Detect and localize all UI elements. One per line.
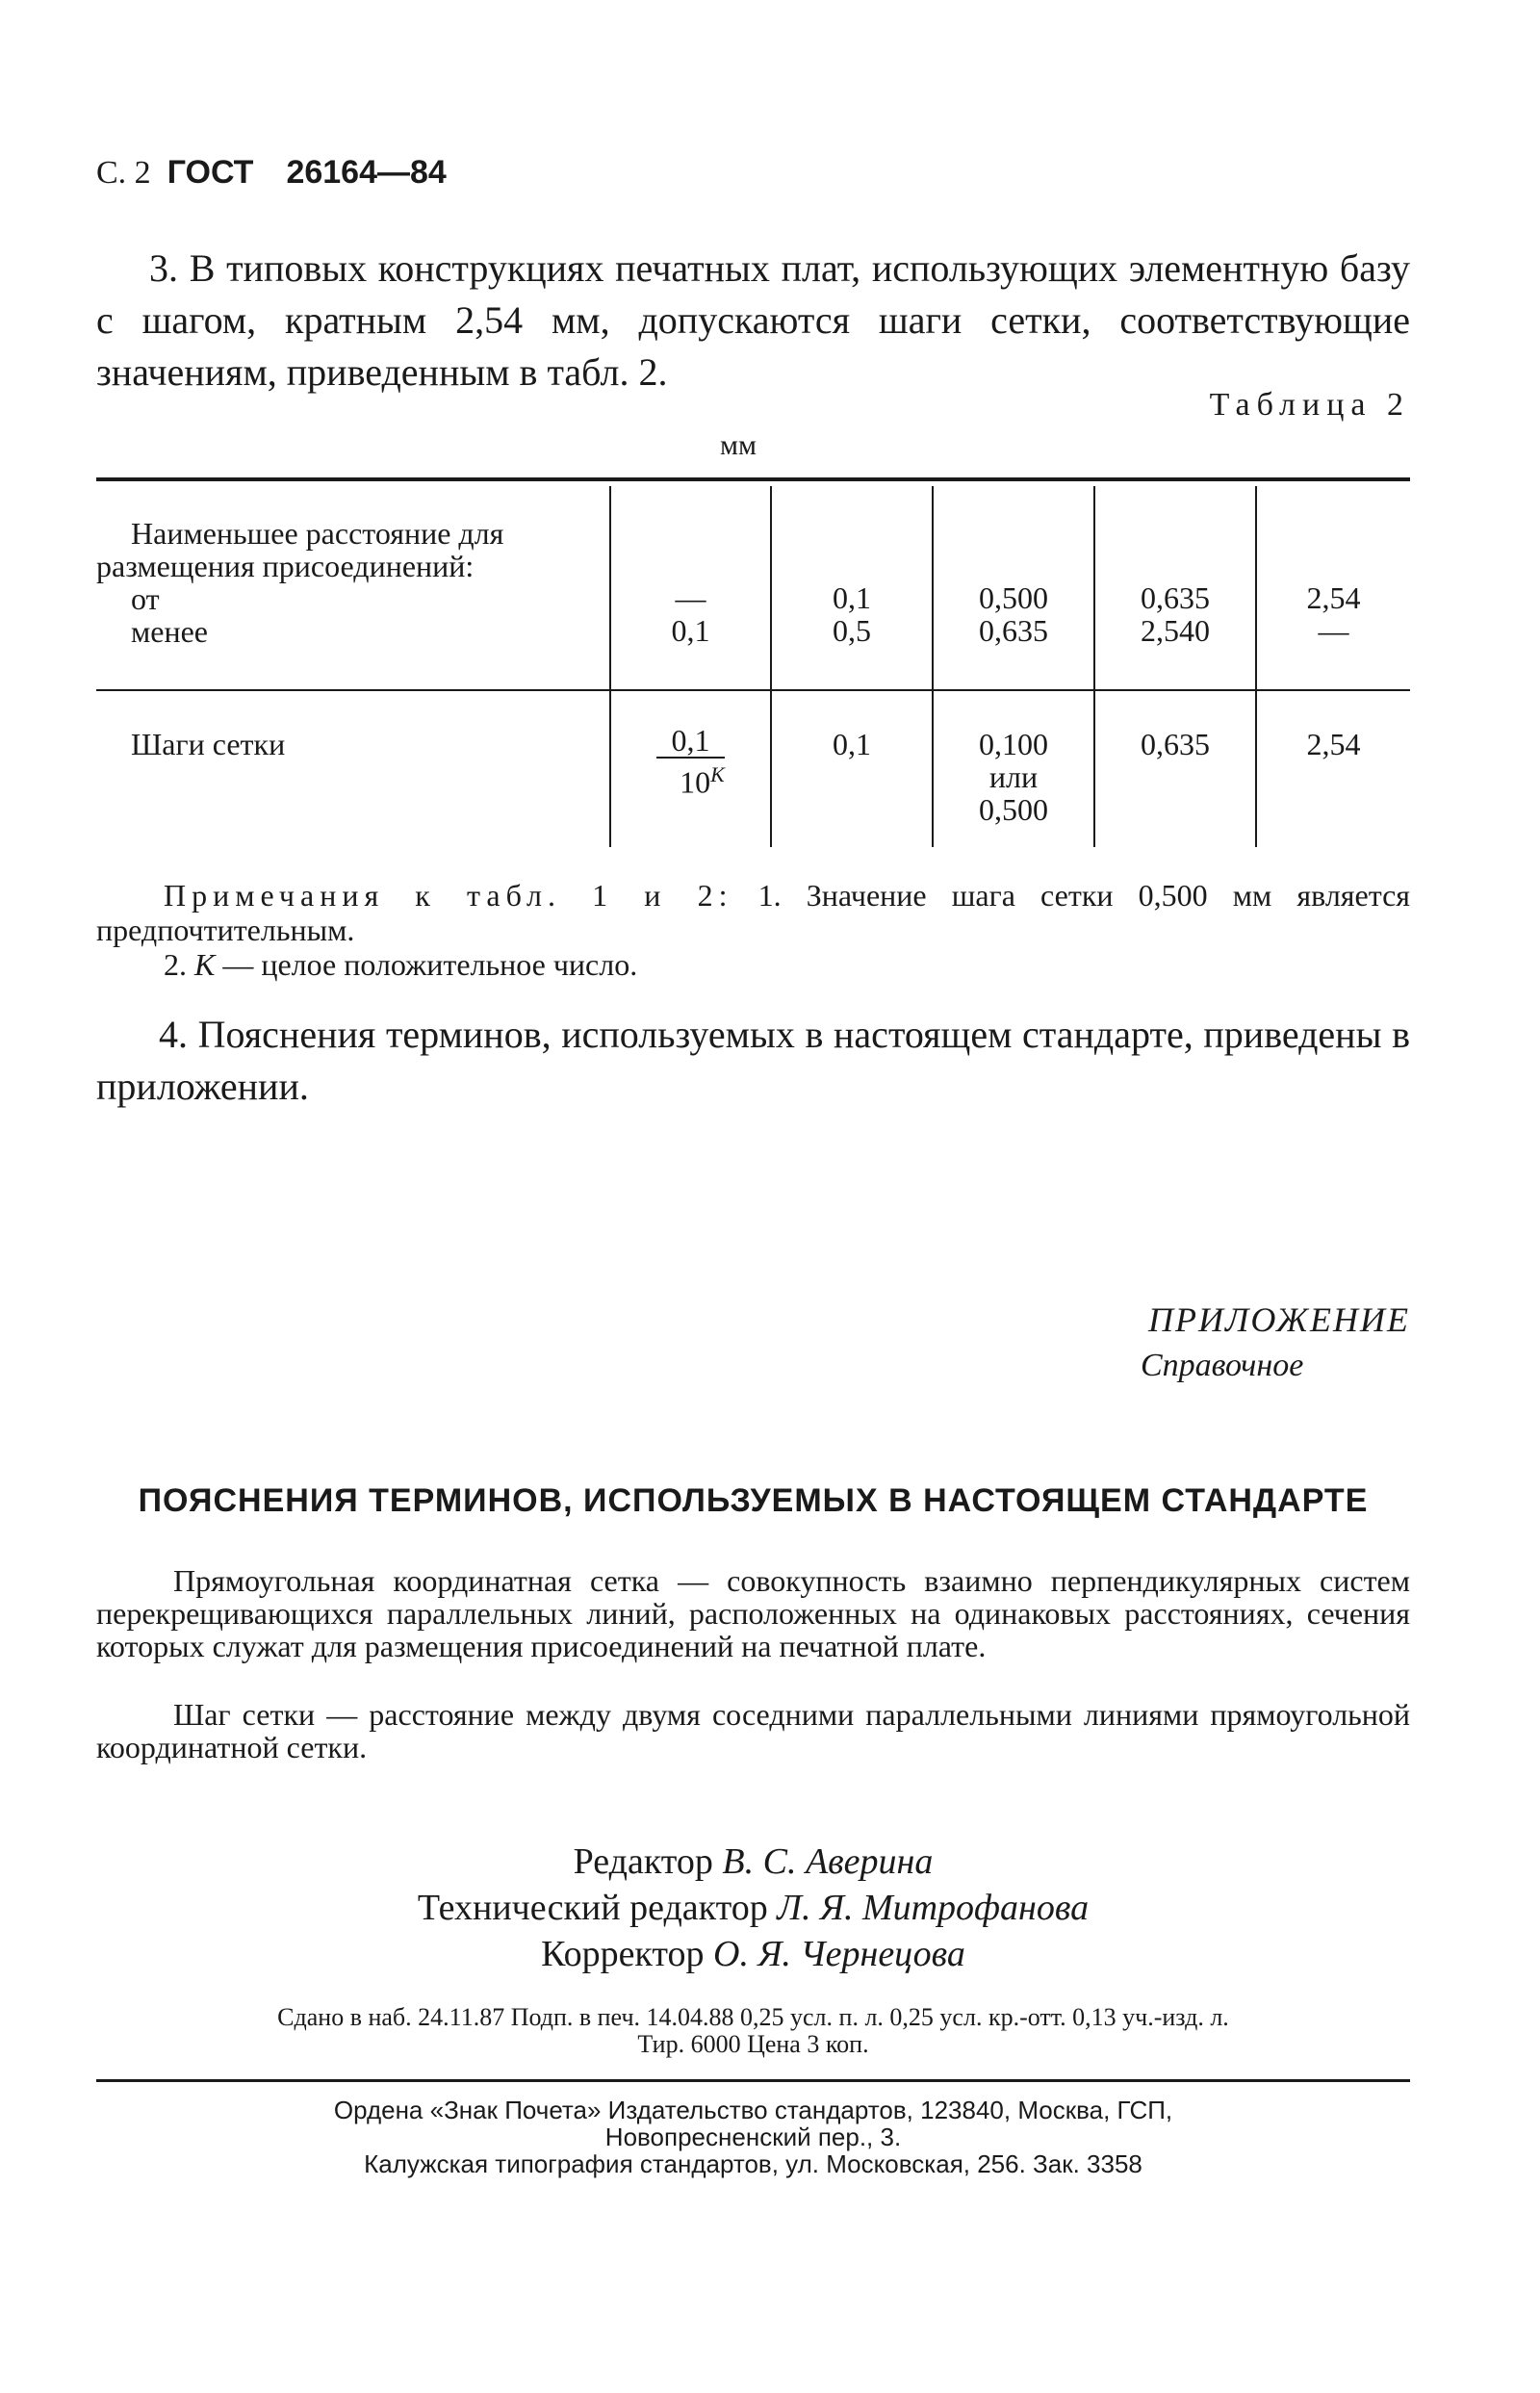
- row1-label-to: менее: [131, 614, 208, 649]
- fraction-exponent: K: [710, 762, 725, 786]
- credits-block: [96, 1839, 1410, 1977]
- footer-line: Ордена «Знак Почета» Издательство стандартов, 123840, Москва, ГСП,: [333, 2096, 1173, 2124]
- note-2-k: K: [194, 947, 216, 982]
- row2-col3: [934, 728, 1093, 826]
- row1-col3: [934, 581, 1093, 647]
- row1-col5: [1257, 581, 1410, 647]
- table-col-line: [770, 486, 772, 847]
- row1-col2: [772, 581, 932, 647]
- page-number: С. 2: [96, 155, 151, 191]
- credit-role: Редактор: [573, 1841, 713, 1882]
- fraction-base: 10: [680, 764, 711, 800]
- cell-to: 2,540: [1141, 613, 1210, 648]
- row2-col4: 0,635: [1141, 727, 1210, 761]
- credit-name: Л. Я. Митрофанова: [777, 1888, 1090, 1928]
- gost-number: 26164—84: [286, 154, 447, 191]
- cell-line: 0,500: [979, 792, 1048, 827]
- section-3-paragraph: 3. В типовых конструкциях печатных плат, использующих элементную базу с шагом, кратным 2,54 мм, допускаются шаги сетки, соответствующие значениям, приведенным в табл. 2.: [96, 246, 1410, 394]
- credit-name: О. Я. Чернецова: [713, 1934, 965, 1974]
- cell-line: или: [988, 759, 1039, 794]
- row2-col5: 2,54: [1306, 727, 1361, 761]
- note-2-text: — целое положительное число.: [215, 947, 638, 982]
- row2-label: Шаги сетки: [131, 727, 286, 761]
- row1-label-line: Наименьшее расстояние для: [131, 516, 504, 551]
- table-col-line: [1093, 486, 1095, 847]
- table-note-1: [96, 878, 1410, 947]
- cell-to: 0,1: [671, 613, 710, 648]
- gost-label: ГОСТ: [167, 154, 254, 191]
- note-2-number: 2.: [164, 947, 187, 982]
- imprint-line: Тир. 6000 Цена 3 коп.: [637, 2030, 869, 2058]
- row1-label: [96, 517, 606, 648]
- row1-col4: [1095, 581, 1255, 647]
- appendix-title: ПОЯСНЕНИЯ ТЕРМИНОВ, ИСПОЛЬЗУЕМЫХ В НАСТОЯЩЕМ СТАНДАРТЕ: [138, 1482, 1369, 1519]
- row2-col1-fraction: [611, 724, 770, 799]
- cell-line: 0,100: [979, 727, 1048, 761]
- appendix-type: Справочное: [1141, 1348, 1304, 1383]
- footer-rule: [96, 2079, 1410, 2082]
- credit-editor: [96, 1839, 1410, 1885]
- cell-from: 0,1: [833, 580, 871, 615]
- table-unit: мм: [720, 429, 757, 461]
- credit-role: Технический редактор: [417, 1888, 768, 1928]
- credit-name: В. С. Аверина: [722, 1841, 934, 1882]
- table-row-divider: [96, 689, 1410, 691]
- section-4-paragraph: 4. Пояснения терминов, используемых в настоящем стандарте, приведены в приложении.: [96, 1013, 1410, 1108]
- table-caption: Таблица 2: [1209, 387, 1410, 423]
- credit-role: Корректор: [541, 1934, 705, 1974]
- imprint-line: Сдано в наб. 24.11.87 Подп. в печ. 14.04.88 0,25 усл. п. л. 0,25 усл. кр.-отт. 0,13 уч.-изд. л.: [277, 2003, 1229, 2031]
- imprint: [96, 2004, 1410, 2058]
- fraction-denominator: [656, 759, 725, 799]
- credit-tech-editor: [96, 1885, 1410, 1931]
- table-col-line: [1255, 486, 1257, 847]
- cell-to: 0,5: [833, 613, 871, 648]
- row1-col1: [611, 581, 770, 647]
- fraction-numerator: 0,1: [656, 724, 725, 759]
- cell-from: 0,635: [1141, 580, 1210, 615]
- cell-to: 0,635: [979, 613, 1048, 648]
- footer-line: Новопресненский пер., 3.: [604, 2123, 902, 2151]
- cell-from: 0,500: [979, 580, 1048, 615]
- cell-to: —: [1318, 613, 1349, 648]
- credit-proofreader: [96, 1931, 1410, 1977]
- row1-label-line: размещения присоединений:: [96, 549, 475, 583]
- notes-heading: Примечания к табл. 1 и 2:: [164, 878, 733, 913]
- page-header: [96, 154, 447, 192]
- row2-col2: 0,1: [833, 727, 871, 761]
- cell-from: —: [675, 580, 706, 615]
- appendix-label: ПРИЛОЖЕНИЕ: [1148, 1300, 1410, 1339]
- definition-2: Шаг сетки — расстояние между двумя соседними параллельными линиями прямоугольной координатной сетки.: [96, 1697, 1410, 1764]
- row1-label-from: от: [131, 581, 160, 616]
- note-1-text: 1. Значение шага сетки 0,500 мм является предпочтительным.: [96, 878, 1411, 947]
- table-top-rule: [96, 477, 1410, 481]
- publisher-footer: [96, 2097, 1410, 2177]
- cell-from: 2,54: [1306, 580, 1361, 615]
- table-note-2: [164, 947, 637, 982]
- definition-1: Прямоугольная координатная сетка — совокупность взаимно перпендикулярных систем перекрещивающихся параллельных линий, расположенных на одинаковых расстояниях, сечения которых служат для размещения присоединений на печатной плате.: [96, 1563, 1410, 1663]
- footer-line: Калужская типография стандартов, ул. Московская, 256. Зак. 3358: [364, 2149, 1142, 2178]
